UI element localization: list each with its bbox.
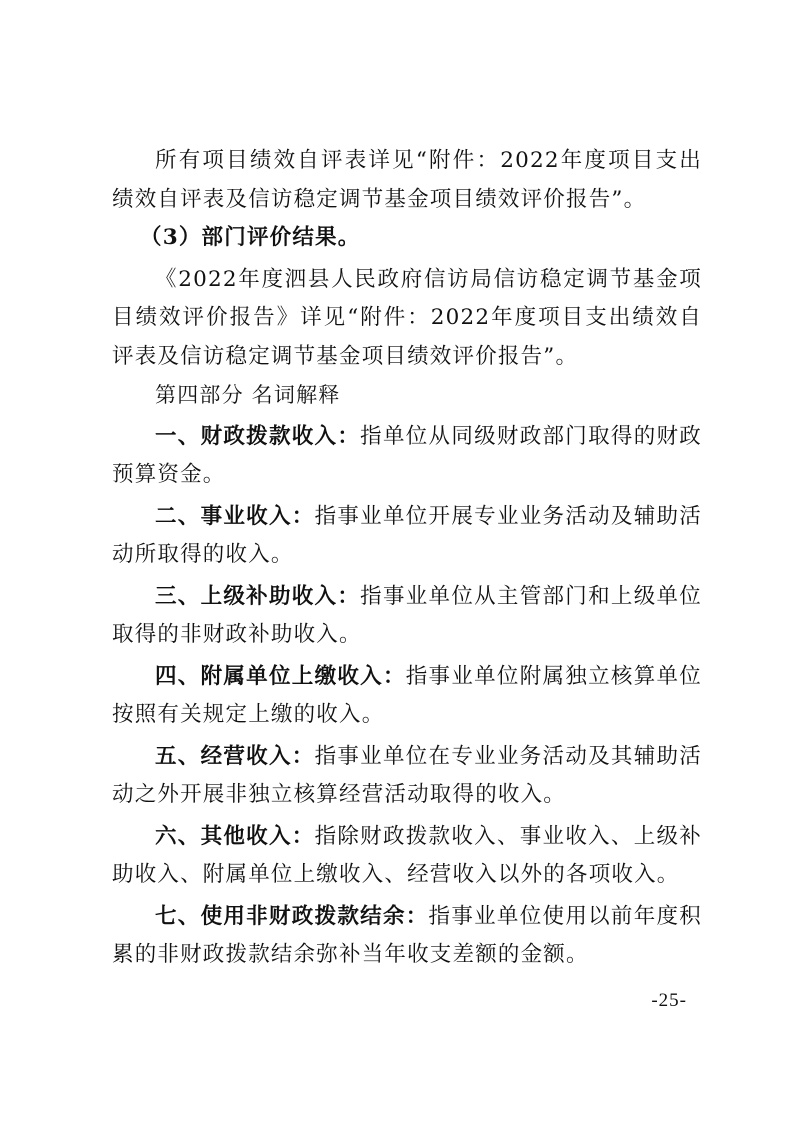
- document-body: [112, 142, 702, 975]
- subheading-department-evaluation: （3）部门评价结果。: [140, 225, 361, 250]
- paragraph-evaluation-report: 《2022年度泗县人民政府信访局信访稳定调节基金项目绩效评价报告》详见“附件：2022年度项目支出绩效自评表及信访稳定调节基金项目绩效评价报告”。: [112, 266, 702, 369]
- term-text: 指事业单位附属独立核算单位按照有关规定上缴的收入。: [112, 663, 702, 727]
- term-text: 指除财政拨款收入、事业收入、上级补助收入、附属单位上缴收入、经营收入以外的各项收入。: [112, 823, 703, 887]
- section-heading: 第四部分 名词解释: [155, 383, 341, 407]
- term-label: 七、使用非财政拨款结余：: [155, 903, 429, 929]
- term-text: 指事业单位从主管部门和上级单位取得的非财政补助收入。: [112, 583, 702, 647]
- term-definition: [112, 818, 702, 895]
- term-definition: [112, 898, 702, 975]
- term-label: 三、上级补助收入：: [155, 583, 361, 609]
- term-text: 指事业单位使用以前年度积累的非财政拨款结余弥补当年收支差额的金额。: [112, 903, 702, 967]
- paragraph-self-evaluation: 所有项目绩效自评表详见“附件：2022年度项目支出绩效自评表及信访稳定调节基金项目绩效评价报告”。: [112, 148, 702, 212]
- page-number: -25-: [651, 990, 687, 1011]
- term-label: 二、事业收入：: [155, 503, 315, 529]
- term-text: 指事业单位在专业业务活动及其辅助活动之外开展非独立核算经营活动取得的收入。: [112, 743, 703, 807]
- term-text: 指事业单位开展专业业务活动及辅助活动所取得的收入。: [112, 503, 703, 567]
- term-definition: [112, 658, 702, 735]
- term-label: 一、财政拨款收入：: [155, 423, 361, 449]
- term-definition: [112, 418, 702, 495]
- term-definition: [112, 738, 702, 815]
- term-label: 六、其他收入：: [155, 823, 315, 849]
- term-definition: [112, 578, 702, 655]
- term-label: 四、附属单位上缴收入：: [155, 663, 406, 689]
- term-text: 指单位从同级财政部门取得的财政预算资金。: [112, 423, 702, 487]
- term-definition: [112, 498, 702, 575]
- term-label: 五、经营收入：: [155, 743, 315, 769]
